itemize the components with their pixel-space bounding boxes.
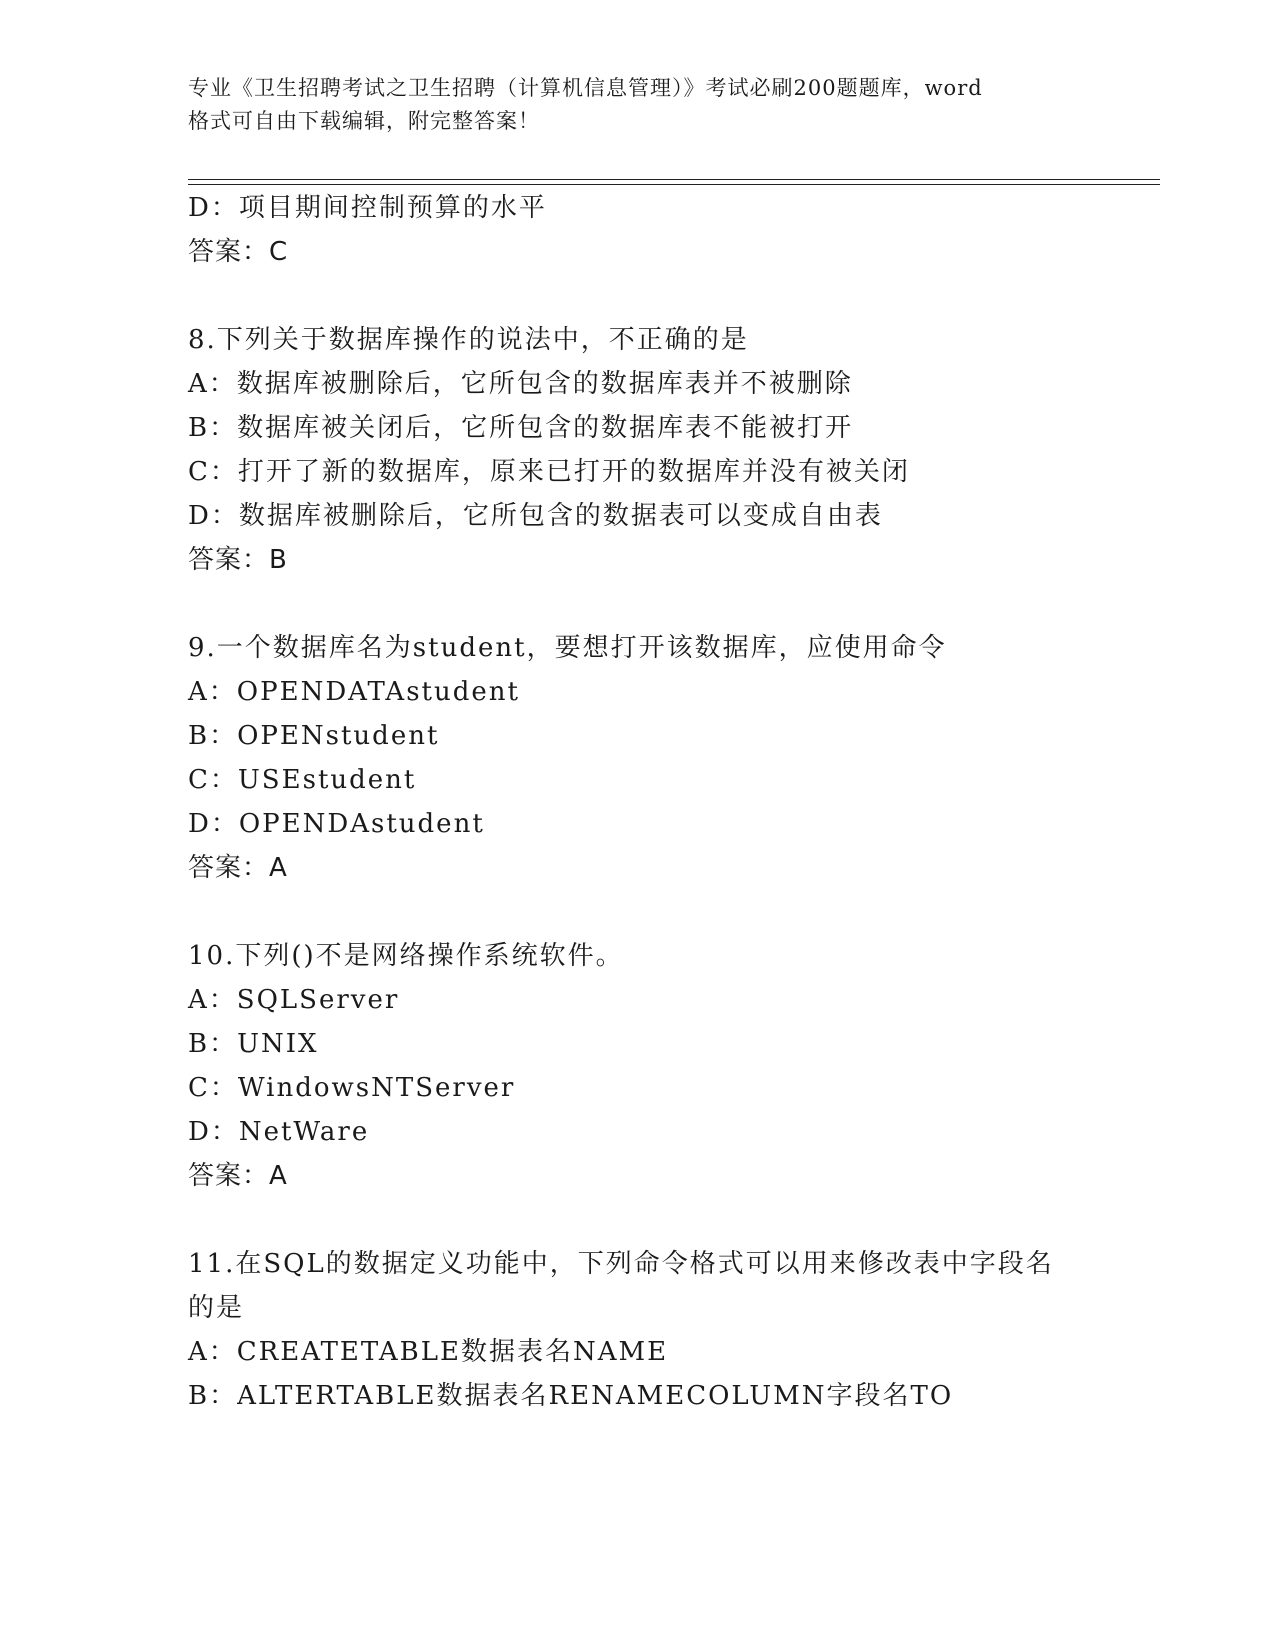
header-line-1: 专业《卫生招聘考试之卫生招聘（计算机信息管理）》考试必刷200题题库，word xyxy=(188,76,983,100)
q9-option-b: B：OPENstudent xyxy=(188,721,440,751)
q10-option-b: B：UNIX xyxy=(188,1029,319,1059)
q8-answer: 答案：B xyxy=(188,545,288,575)
q8-option-a: A：数据库被删除后，它所包含的数据库表并不被删除 xyxy=(188,369,853,399)
q10-question: 10.下列()不是网络操作系统软件。 xyxy=(188,941,624,971)
q9-option-d: D：OPENDAstudent xyxy=(188,809,485,839)
q9-option-c: C：USEstudent xyxy=(188,765,417,795)
q11-question-line-1: 11.在SQL的数据定义功能中，下列命令格式可以用来修改表中字段名 xyxy=(188,1249,1054,1279)
q8-option-d: D：数据库被删除后，它所包含的数据表可以变成自由表 xyxy=(188,501,883,531)
q9-option-a: A：OPENDATAstudent xyxy=(188,677,520,707)
q9-question: 9.一个数据库名为student，要想打开该数据库，应使用命令 xyxy=(188,633,947,663)
q9-answer: 答案：A xyxy=(188,853,288,883)
prev-option-d: D：项目期间控制预算的水平 xyxy=(188,193,547,223)
prev-answer: 答案：C xyxy=(188,237,289,267)
header-divider-bottom xyxy=(188,184,1160,185)
q10-answer: 答案：A xyxy=(188,1161,288,1191)
q11-option-b: B：ALTERTABLE数据表名RENAMECOLUMN字段名TO xyxy=(188,1381,954,1411)
q11-question-line-2: 的是 xyxy=(188,1293,245,1323)
q11-option-a: A：CREATETABLE数据表名NAME xyxy=(188,1337,669,1367)
q10-option-c: C：WindowsNTServer xyxy=(188,1073,516,1103)
header-divider-top xyxy=(188,179,1160,180)
q10-option-d: D：NetWare xyxy=(188,1117,370,1147)
q8-option-b: B：数据库被关闭后，它所包含的数据库表不能被打开 xyxy=(188,413,854,443)
q8-question: 8.下列关于数据库操作的说法中，不正确的是 xyxy=(188,325,749,355)
q8-option-c: C：打开了新的数据库，原来已打开的数据库并没有被关闭 xyxy=(188,457,910,487)
document-header xyxy=(188,72,1088,138)
q10-option-a: A：SQLServer xyxy=(188,985,400,1015)
header-line-2: 格式可自由下载编辑，附完整答案！ xyxy=(188,109,540,133)
